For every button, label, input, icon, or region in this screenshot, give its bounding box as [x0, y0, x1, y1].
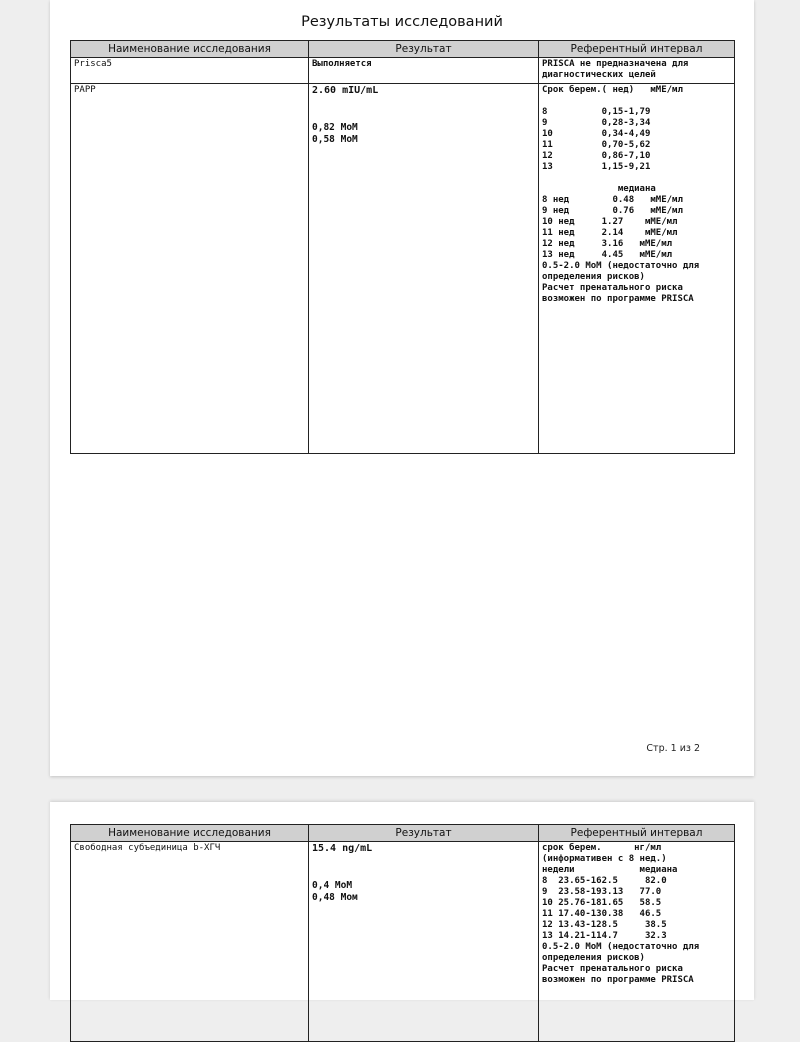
- reference-line: 8 нед 0.48 мМЕ/мл: [542, 195, 683, 205]
- reference-line: недели медиана: [542, 865, 678, 875]
- reference-line: 12 13.43-128.5 38.5: [542, 920, 667, 930]
- page-number: Стр. 1 из 2: [646, 743, 700, 754]
- reference-note: возможен по программе PRISCA: [542, 975, 694, 985]
- reference-line: 9 нед 0.76 мМЕ/мл: [542, 206, 683, 216]
- reference-note: Расчет пренатального риска: [542, 283, 683, 293]
- header-test-name: Наименование исследования: [71, 41, 309, 58]
- reference-line: 8 0,15-1,79: [542, 107, 651, 117]
- reference-cell: [539, 58, 735, 84]
- table-header-row: [71, 41, 735, 58]
- test-name-cell: [71, 58, 309, 84]
- reference-heading: Срок берем.( нед) мМЕ/мл: [542, 85, 683, 95]
- reference-line: 13 нед 4.45 мМЕ/мл: [542, 250, 673, 260]
- mom-value: 0,82 МоМ: [312, 122, 358, 133]
- reference-line: 10 0,34-4,49: [542, 129, 651, 139]
- document-page-1: [50, 0, 754, 776]
- results-table: [70, 824, 735, 1042]
- header-reference: Референтный интервал: [539, 41, 735, 58]
- mom-values: [312, 880, 534, 904]
- mom-value: 0,4 МоМ: [312, 880, 353, 891]
- test-name: PAPP: [74, 85, 96, 95]
- reference-line: диагностических целей: [542, 70, 656, 80]
- test-name: Свободная субъединица b-ХГЧ: [74, 843, 221, 853]
- reference-line: 12 нед 3.16 мМЕ/мл: [542, 239, 673, 249]
- table-header-row: [71, 825, 735, 842]
- reference-line: 8 23.65-162.5 82.0: [542, 876, 667, 886]
- reference-note: возможен по программе PRISCA: [542, 294, 694, 304]
- result-value: 15.4 ng/mL: [312, 843, 373, 854]
- table-row: [71, 84, 735, 454]
- reference-note: Расчет пренатального риска: [542, 964, 683, 974]
- reference-line: 11 нед 2.14 мМЕ/мл: [542, 228, 678, 238]
- reference-note: 0.5-2.0 МоМ (недостаточно для: [542, 261, 700, 271]
- reference-line: 13 14.21-114.7 32.3: [542, 931, 667, 941]
- table-row: [71, 842, 735, 1042]
- reference-note: определения рисков): [542, 272, 645, 282]
- reference-line: (информативен с 8 нед.): [542, 854, 667, 864]
- reference-line: 10 25.76-181.65 58.5: [542, 898, 662, 908]
- mom-values: [312, 122, 534, 146]
- reference-line: 10 нед 1.27 мМЕ/мл: [542, 217, 678, 227]
- reference-ranges: [542, 107, 730, 173]
- reference-line: 12 0,86-7,10: [542, 151, 651, 161]
- reference-notes: [542, 261, 730, 305]
- reference-line: срок берем. нг/мл: [542, 843, 662, 853]
- test-name-cell: [71, 842, 309, 1042]
- mom-value: 0,48 Мом: [312, 892, 358, 903]
- results-table: [70, 40, 735, 454]
- reference-cell: [539, 84, 735, 454]
- reference-line: 9 23.58-193.13 77.0: [542, 887, 662, 897]
- reference-line: 9 0,28-3,34: [542, 118, 651, 128]
- reference-line: PRISCA не предназначена для: [542, 59, 689, 69]
- result-cell: [309, 58, 539, 84]
- reference-cell: [539, 842, 735, 1042]
- median-values: [542, 195, 730, 261]
- test-name-cell: [71, 84, 309, 454]
- result-value: 2.60 mIU/mL: [312, 85, 379, 96]
- result-cell: [309, 842, 539, 1042]
- document-page-2: [50, 802, 754, 1000]
- header-result: Результат: [309, 41, 539, 58]
- page-title: Результаты исследований: [301, 14, 503, 30]
- reference-line: 13 1,15-9,21: [542, 162, 651, 172]
- test-name: Prisca5: [74, 59, 112, 69]
- reference-note: определения рисков): [542, 953, 645, 963]
- header-test-name: Наименование исследования: [71, 825, 309, 842]
- reference-line: 11 17.40-130.38 46.5: [542, 909, 662, 919]
- header-result: Результат: [309, 825, 539, 842]
- table-row: [71, 58, 735, 84]
- reference-note: 0.5-2.0 МоМ (недостаточно для: [542, 942, 700, 952]
- reference-line: 11 0,70-5,62: [542, 140, 651, 150]
- result-value: Выполняется: [312, 59, 372, 69]
- median-heading: медиана: [542, 184, 656, 194]
- header-reference: Референтный интервал: [539, 825, 735, 842]
- result-cell: [309, 84, 539, 454]
- mom-value: 0,58 МоМ: [312, 134, 358, 145]
